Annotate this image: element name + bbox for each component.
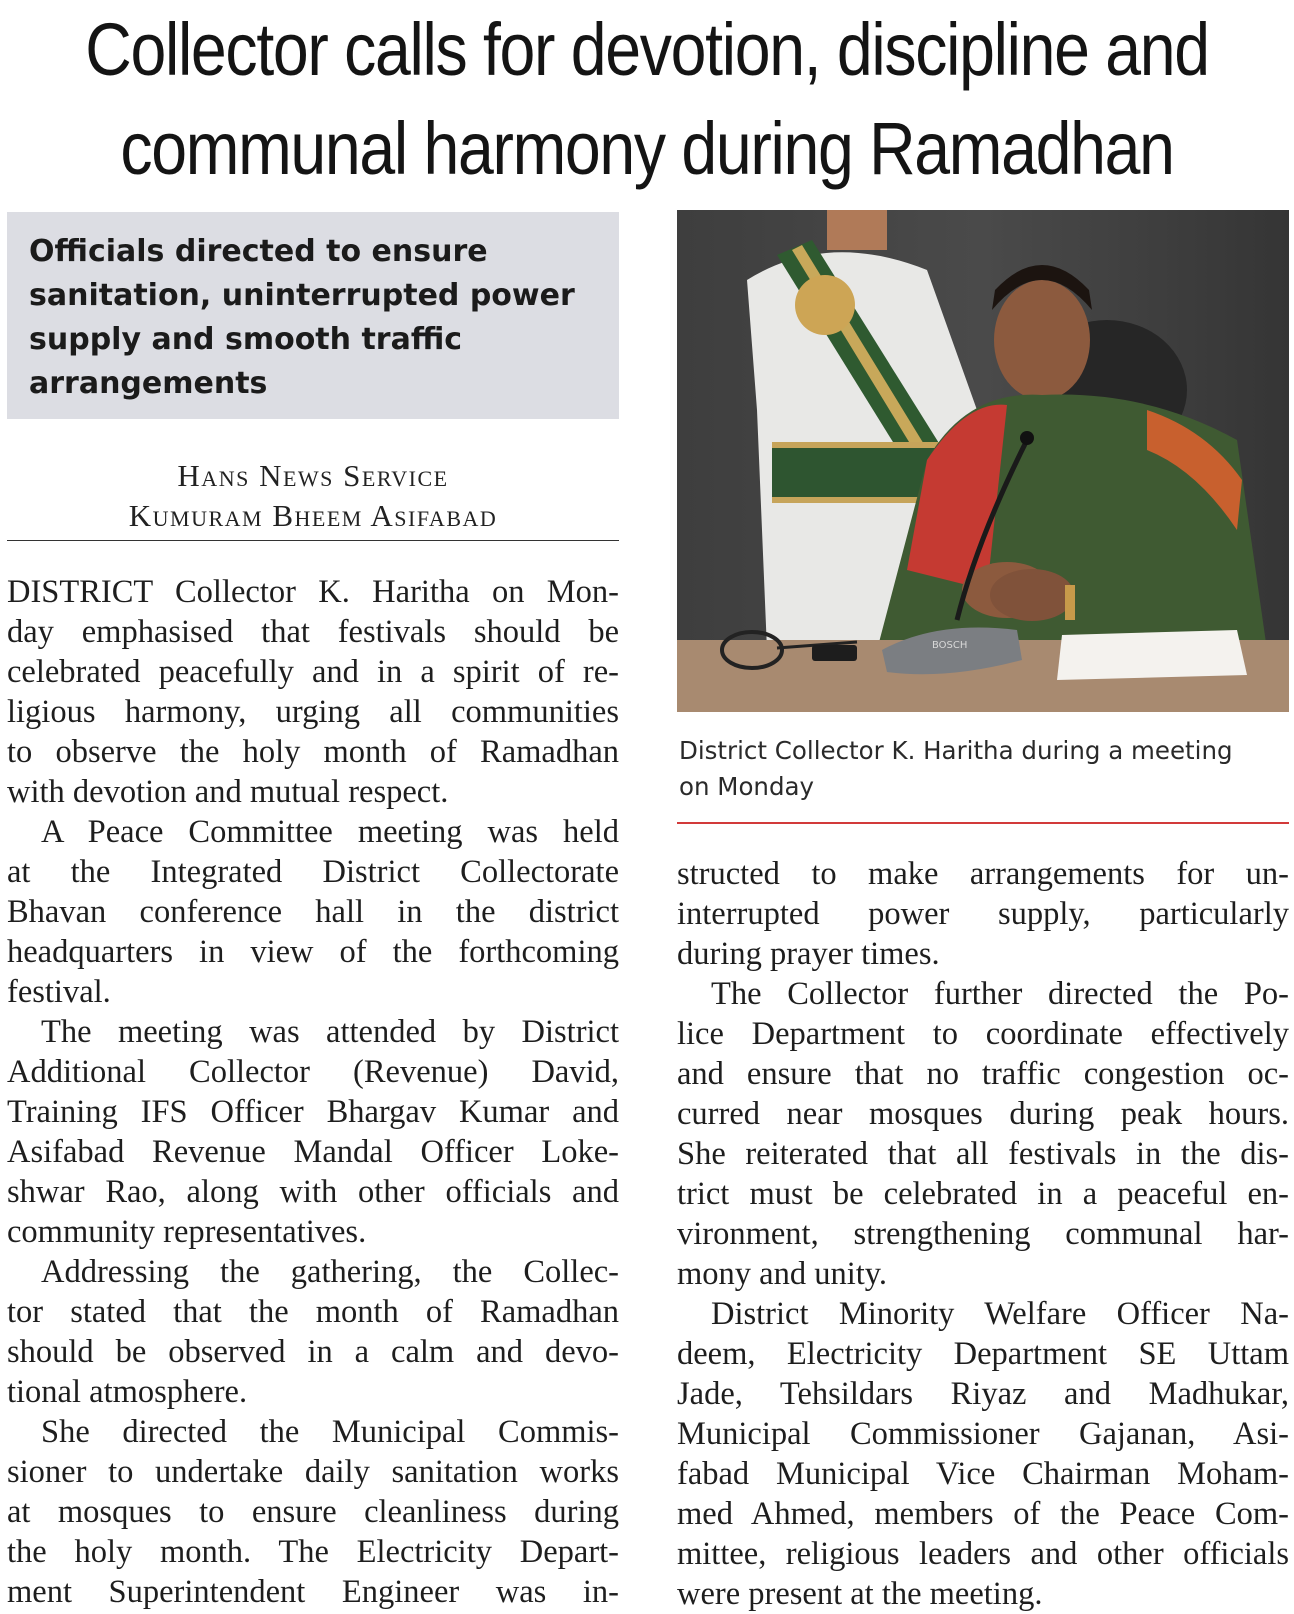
caption-line-1: District Collector K. Haritha during a meeting (679, 736, 1233, 765)
body-line: The meeting was attended by District (41, 1014, 619, 1050)
body-line: shwar Rao, along with other officials and (7, 1174, 619, 1210)
body-line: District Minority Welfare Officer Na- (711, 1296, 1289, 1332)
photo-icon (677, 210, 1289, 712)
body-line: She reiterated that all festivals in the dis- (677, 1136, 1289, 1172)
body-line: DISTRICT Collector K. Haritha on Mon- (7, 574, 619, 610)
body-line: ligious harmony, urging all communities (7, 694, 619, 730)
deck-line-4: arrangements (29, 366, 268, 401)
caption-divider (677, 822, 1289, 824)
headline-line-2: communal harmony during Ramadhan (120, 107, 1174, 190)
body-line: trict must be celebrated in a peaceful en- (677, 1176, 1289, 1212)
body-column-right (677, 854, 1289, 1614)
body-line: tor stated that the month of Ramadhan (7, 1294, 619, 1330)
body-line: with devotion and mutual respect. (7, 774, 449, 810)
body-line: day emphasised that festivals should be (7, 614, 619, 650)
body-line: and ensure that no traffic congestion oc- (677, 1056, 1289, 1092)
body-line: fabad Municipal Vice Chairman Moham- (677, 1456, 1289, 1492)
body-line: festival. (7, 974, 111, 1010)
mic-brand-label: BOSCH (932, 640, 968, 651)
headline (84, 0, 1210, 198)
headline-line-1: Collector calls for devotion, discipline and (85, 8, 1209, 91)
body-line: Municipal Commissioner Gajanan, Asi- (677, 1416, 1289, 1452)
body-line: headquarters in view of the forthcoming (7, 934, 619, 970)
deck-line-1: Officials directed to ensure (29, 234, 488, 269)
body-line: A Peace Committee meeting was held (41, 814, 619, 850)
byline-location: Kumuram Bheem Asifabad (128, 498, 498, 533)
body-line: lice Department to coordinate effectively (677, 1016, 1289, 1052)
body-line: Training IFS Officer Bhargav Kumar and (7, 1094, 619, 1130)
body-line: Addressing the gathering, the Collec- (41, 1254, 619, 1290)
body-column-left (7, 572, 619, 1612)
body-line: community representatives. (7, 1214, 367, 1250)
body-line: at the Integrated District Collectorate (7, 854, 619, 890)
byline (7, 456, 619, 536)
body-line: curred near mosques during peak hours. (677, 1096, 1289, 1132)
body-line: med Ahmed, members of the Peace Com- (677, 1496, 1289, 1532)
caption-line-2: on Monday (679, 772, 815, 801)
body-line: structed to make arrangements for un- (677, 856, 1289, 892)
body-line: to observe the holy month of Ramadhan (7, 734, 619, 770)
body-line: Additional Collector (Revenue) David, (7, 1054, 619, 1090)
byline-agency: Hans News Service (177, 458, 449, 493)
body-line: mony and unity. (677, 1256, 888, 1292)
body-line: during prayer times. (677, 936, 940, 972)
body-line: mittee, religious leaders and other officials (677, 1536, 1289, 1572)
body-line: She directed the Municipal Commis- (41, 1414, 619, 1450)
deck-summary-box (7, 212, 619, 419)
body-line: at mosques to ensure cleanliness during (7, 1494, 619, 1530)
body-line: were present at the meeting. (677, 1576, 1043, 1612)
body-line: Jade, Tehsildars Riyaz and Madhukar, (677, 1376, 1289, 1412)
body-line: The Collector further directed the Po- (711, 976, 1289, 1012)
body-line: interrupted power supply, particularly (677, 896, 1289, 932)
byline-divider (7, 540, 619, 541)
body-line: the holy month. The Electricity Depart- (7, 1534, 619, 1570)
body-line: vironment, strengthening communal har- (677, 1216, 1289, 1252)
deck-line-2: sanitation, uninterrupted power (29, 278, 575, 313)
photo-caption (679, 733, 1291, 805)
body-line: deem, Electricity Department SE Uttam (677, 1336, 1289, 1372)
body-line: sioner to undertake daily sanitation works (7, 1454, 619, 1490)
body-line: ment Superintendent Engineer was in- (7, 1574, 619, 1610)
body-line: Asifabad Revenue Mandal Officer Loke- (7, 1134, 619, 1170)
body-line: tional atmosphere. (7, 1374, 248, 1410)
body-line: should be observed in a calm and devo- (7, 1334, 619, 1370)
deck-line-3: supply and smooth traffic (29, 322, 463, 357)
body-line: celebrated peacefully and in a spirit of re- (7, 654, 619, 690)
collector-meeting-photo (677, 210, 1289, 712)
body-line: Bhavan conference hall in the district (7, 894, 619, 930)
